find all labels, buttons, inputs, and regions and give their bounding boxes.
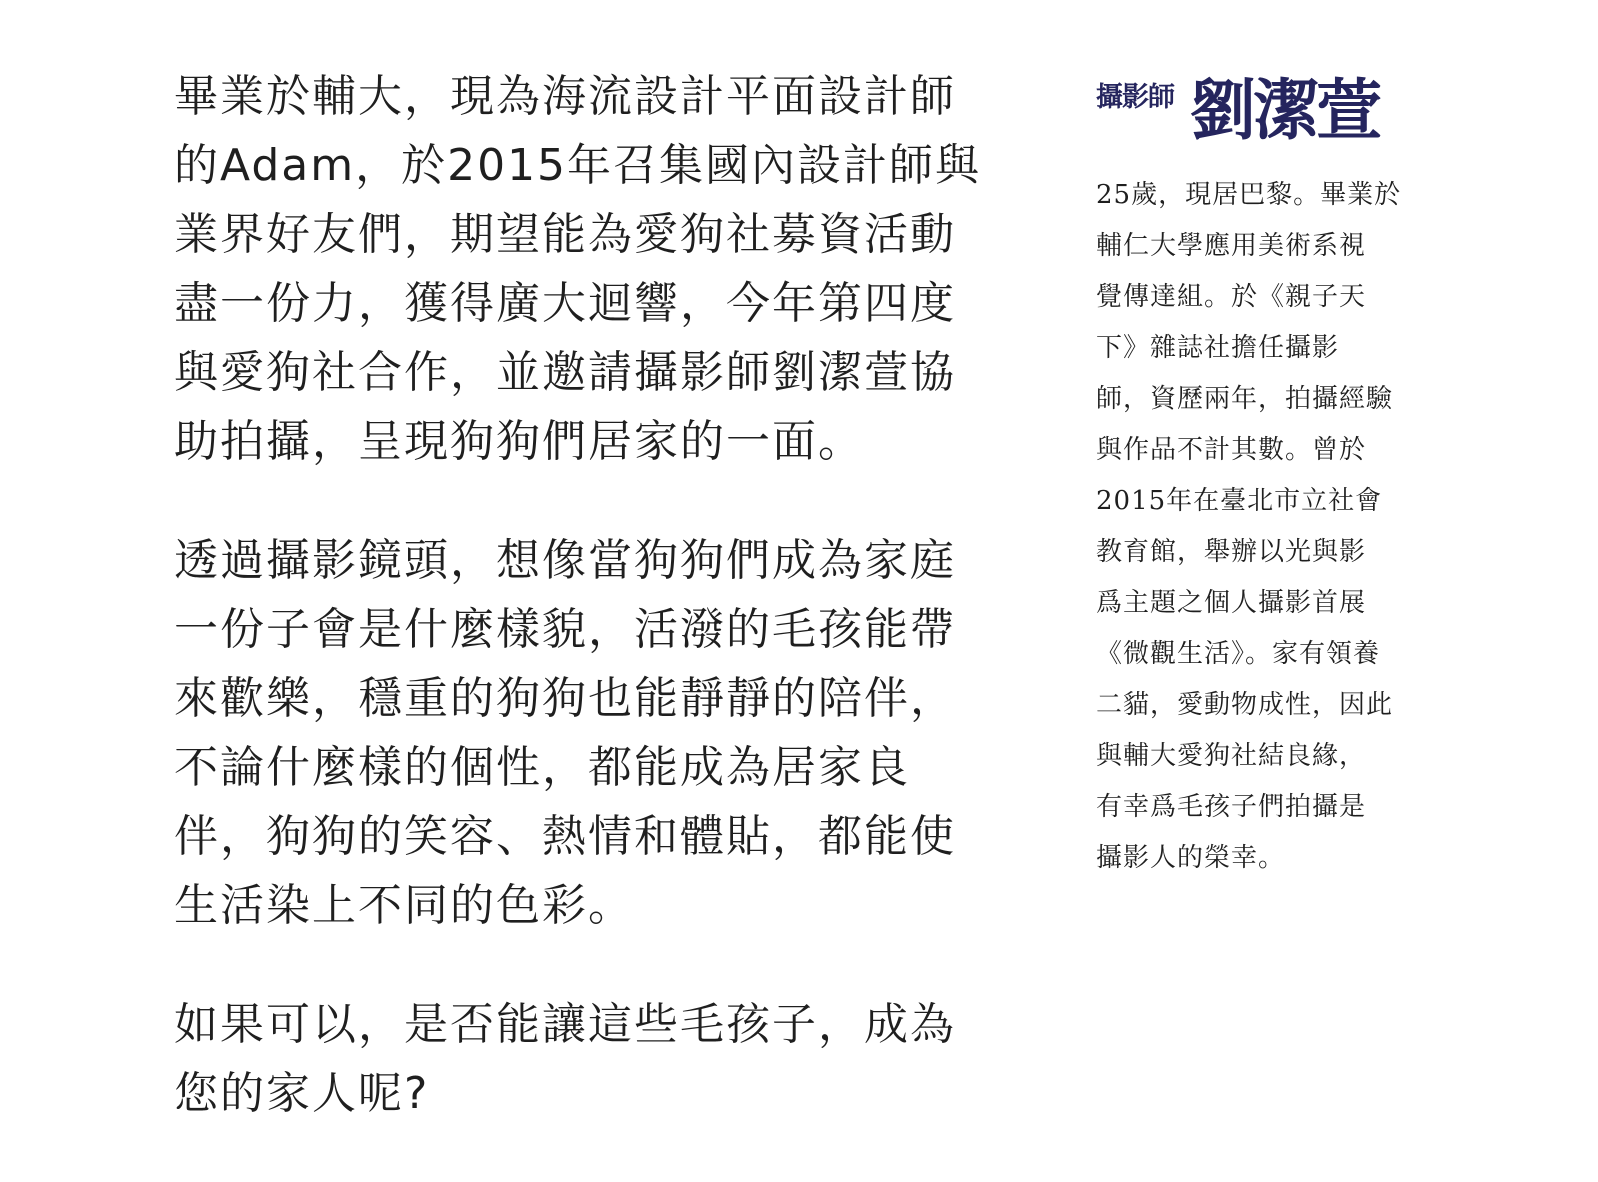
text-line: 不論什麼樣的個性，都能成為居家良 bbox=[174, 742, 910, 793]
text-line: 一份子會是什麼樣貌，活潑的毛孩能帶 bbox=[174, 604, 956, 655]
main-article bbox=[174, 62, 999, 1128]
text-line: 透過攝影鏡頭，想像當狗狗們成為家庭 bbox=[174, 535, 956, 586]
photographer-header bbox=[1096, 70, 1416, 149]
photographer-sidebar bbox=[1096, 70, 1416, 873]
bio-line: 攝影人的榮幸。 bbox=[1096, 843, 1286, 873]
bio-line: 二貓，愛動物成性，因此 bbox=[1096, 690, 1394, 720]
text-line: 畢業於輔大，現為海流設計平面設計師 bbox=[174, 71, 956, 122]
bio-line: 教育館，舉辦以光與影 bbox=[1096, 537, 1367, 567]
paragraph-spacer bbox=[174, 476, 999, 526]
text-line: 您的家人呢? bbox=[174, 1068, 430, 1119]
paragraph-spacer bbox=[174, 940, 999, 990]
text-line: 與愛狗社合作，並邀請攝影師劉潔萱協 bbox=[174, 347, 956, 398]
text-line: 助拍攝，呈現狗狗們居家的一面。 bbox=[174, 416, 864, 467]
bio-line: 與輔大愛狗社結良緣， bbox=[1096, 741, 1367, 771]
paragraph-intro bbox=[174, 62, 999, 476]
bio-line: 下》雜誌社擔任攝影 bbox=[1096, 333, 1340, 363]
bio-line: 爲主題之個人攝影首展 bbox=[1096, 588, 1367, 618]
photographer-bio bbox=[1096, 170, 1416, 884]
text-line: 來歡樂，穩重的狗狗也能靜靜的陪伴， bbox=[174, 673, 956, 724]
text-line: 業界好友們，期望能為愛狗社募資活動 bbox=[174, 209, 956, 260]
bio-line: 25歲，現居巴黎。畢業於 bbox=[1096, 180, 1402, 210]
bio-line: 《微觀生活》。家有領養 bbox=[1096, 639, 1381, 669]
bio-line: 2015年在臺北市立社會 bbox=[1096, 486, 1383, 516]
paragraph-vision bbox=[174, 526, 999, 940]
bio-line: 輔仁大學應用美術系視 bbox=[1096, 231, 1367, 261]
text-line: 如果可以，是否能讓這些毛孩子，成為 bbox=[174, 999, 956, 1050]
text-line: 盡一份力，獲得廣大迴響，今年第四度 bbox=[174, 278, 956, 329]
bio-line: 師，資歷兩年，拍攝經驗 bbox=[1096, 384, 1394, 414]
bio-line: 有幸爲毛孩子們拍攝是 bbox=[1096, 792, 1367, 822]
bio-line: 與作品不計其數。曾於 bbox=[1096, 435, 1367, 465]
bio-line: 覺傳達組。於《親子天 bbox=[1096, 282, 1367, 312]
photographer-name: 劉潔萱 bbox=[1190, 72, 1379, 149]
photographer-role-label: 攝影師 bbox=[1096, 82, 1174, 113]
text-line: 的Adam，於2015年召集國內設計師與 bbox=[174, 140, 982, 191]
text-line: 伴，狗狗的笑容、熱情和體貼，都能使 bbox=[174, 811, 956, 862]
paragraph-closing bbox=[174, 990, 999, 1128]
text-line: 生活染上不同的色彩。 bbox=[174, 880, 634, 931]
